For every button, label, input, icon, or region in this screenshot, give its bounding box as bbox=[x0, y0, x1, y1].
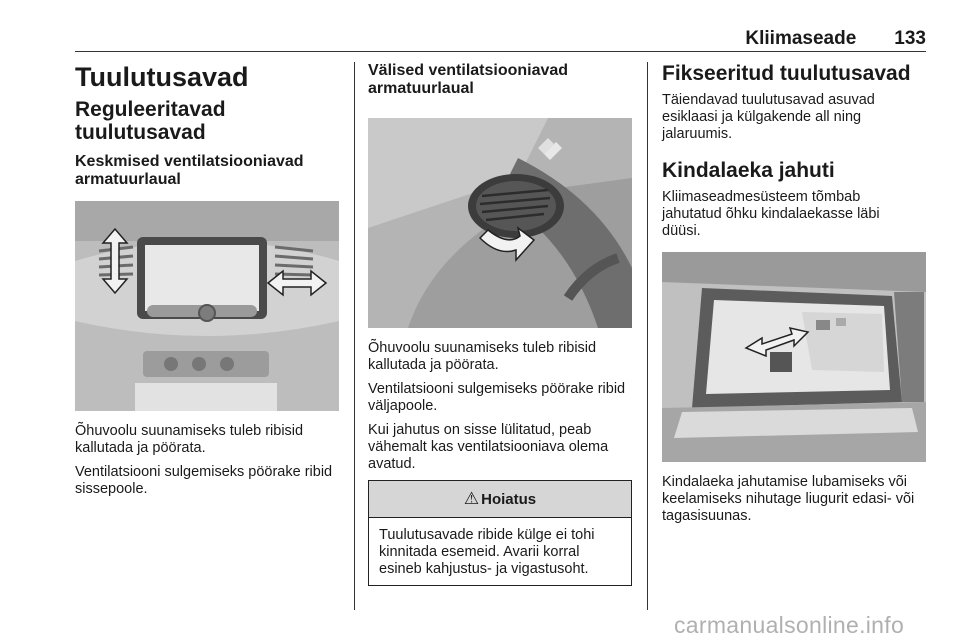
paragraph: Kui jahutus on sisse lülitatud, peab vähemalt kas ventilatsiooniava olema avatud. bbox=[368, 422, 609, 472]
paragraph: Õhuvoolu suunamiseks tuleb ribisid kallutada ja pöörata. bbox=[75, 423, 304, 456]
page-header bbox=[75, 28, 926, 50]
warning-box bbox=[368, 480, 632, 586]
subsection-heading: Reguleeritavad tuulutusavad bbox=[75, 98, 226, 144]
figure-caption: Kindalaeka jahutamise lubamiseks või keelamiseks nihutage liugurit edasi- või tagasisuunas. bbox=[662, 474, 915, 524]
header-rule bbox=[75, 51, 926, 52]
column-3 bbox=[662, 62, 926, 532]
paragraph: Ventilatsiooni sulgemiseks pöörake ribid väljapoole. bbox=[368, 381, 626, 414]
section-heading-glovebox-cooler: Kindalaeka jahuti bbox=[662, 159, 835, 182]
warning-text: Tuulutusavade ribide külge ei tohi kinnitada esemeid. Avarii korral esineb kahjustus- ja vigastusoht. bbox=[379, 527, 595, 577]
warning-header bbox=[369, 481, 631, 518]
glovebox-cooler-figure bbox=[662, 252, 926, 462]
outer-vent-figure bbox=[368, 118, 632, 328]
column-1 bbox=[75, 62, 339, 505]
warning-title: Hoiatus bbox=[481, 490, 537, 508]
paragraph: Ventilatsiooni sulgemiseks pöörake ribid sissepoole. bbox=[75, 464, 333, 497]
paragraph: Täiendavad tuulutusavad asuvad esiklaasi ja külgakende all ning jalaruumis. bbox=[662, 92, 875, 142]
page-title: Tuulutusavad bbox=[75, 62, 249, 92]
watermark: carmanualsonline.info bbox=[674, 612, 905, 638]
section-heading-central-vents: Keskmised ventilatsiooniavad armatuurlaual bbox=[75, 153, 304, 188]
paragraph: Õhuvoolu suunamiseks tuleb ribisid kallutada ja pöörata. bbox=[368, 340, 597, 373]
section-heading-fixed-vents: Fikseeritud tuulutusavad bbox=[662, 62, 911, 85]
warning-triangle-icon: ⚠ bbox=[463, 489, 480, 508]
column-divider-2 bbox=[647, 62, 648, 610]
center-vents-figure bbox=[75, 201, 339, 411]
section-name: Kliimaseade bbox=[745, 28, 857, 49]
page-number: 133 bbox=[894, 28, 926, 49]
column-2 bbox=[368, 62, 632, 586]
column-divider-1 bbox=[354, 62, 355, 610]
paragraph: Kliimaseadmesüsteem tõmbab jahutatud õhku kindalaekasse läbi düüsi. bbox=[662, 189, 880, 239]
section-heading-outer-vents: Välised ventilatsiooniavad armatuurlaual bbox=[368, 62, 569, 97]
